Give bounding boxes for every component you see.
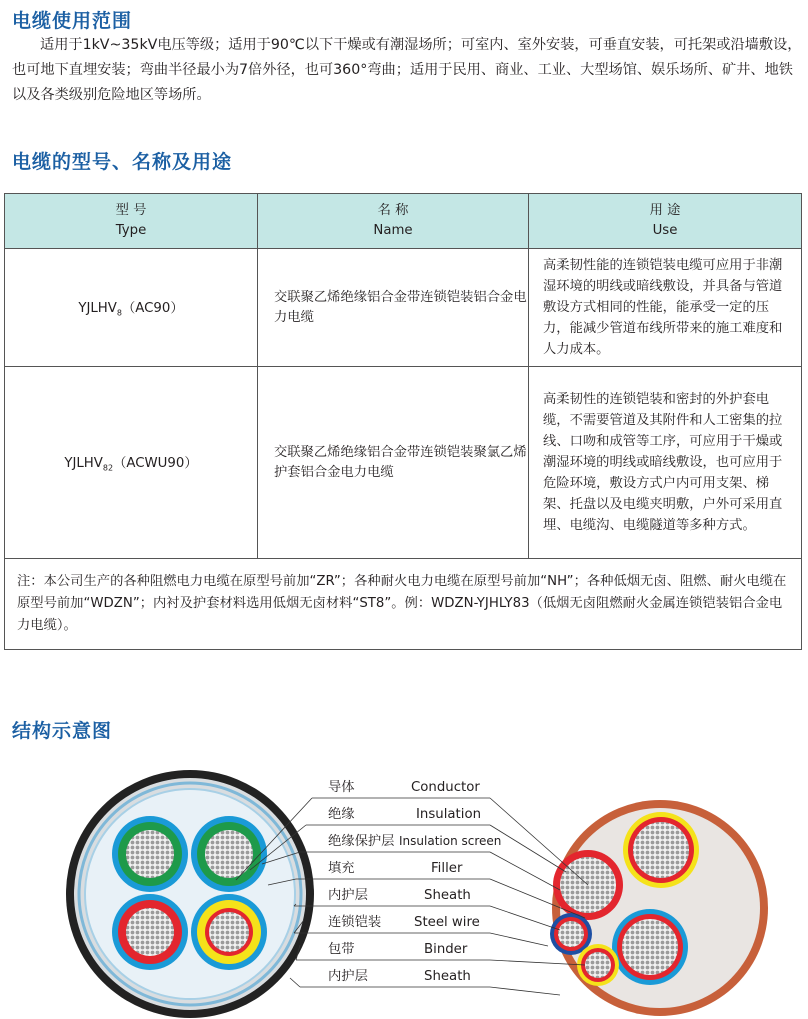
label-cn-steel-wire: 连锁铠装 — [328, 915, 382, 930]
core-blue-right — [612, 909, 688, 985]
right-cable-cross-section — [550, 800, 768, 1016]
section-title-scope: 电缆使用范围 — [12, 10, 133, 32]
header-use — [529, 194, 802, 249]
label-cn-insulation: 绝缘 — [328, 807, 355, 822]
note-row — [5, 559, 802, 650]
label-cn-outer-sheath: 内护层 — [328, 969, 368, 984]
section-title-models: 电缆的型号、名称及用途 — [12, 151, 233, 173]
table-note: 注：本公司生产的各种阻燃电力电缆在原型号前加“ZR”；各种耐火电力电缆在原型号前加“NH”；各种低烟无卤、阻燃、耐火电缆在原型号前加“WDZN”；内衬及护套材料选用低烟无卤材料“ST8”。例：WDZN-YJHLY83（低烟无卤阻燃耐火金属连锁铠装铝合金电力电缆）。 — [5, 559, 802, 650]
label-cn-filler: 填充 — [328, 861, 355, 876]
type-standard: （AC90） — [121, 301, 184, 317]
header-use-cn: 用 途 — [649, 203, 681, 218]
label-rows — [294, 778, 501, 987]
core-yellow-right — [623, 812, 699, 888]
filler — [85, 789, 295, 999]
type-subscript: 8 — [116, 308, 122, 318]
label-en-binder: Binder — [424, 942, 468, 957]
type-cell — [5, 249, 258, 367]
table-row — [5, 367, 802, 559]
core-red — [112, 894, 188, 970]
use-cell: 高柔韧性能的连锁铠装电缆可应用于非潮湿环境的明线或暗线敷设，并具备与管道敷设方式相同的性能，能承受一定的压力，能减少管道布线所带来的施工难度和人力成本。 — [529, 249, 802, 367]
table-row — [5, 249, 802, 367]
header-name — [258, 194, 529, 249]
header-name-en: Name — [373, 223, 413, 238]
type-subscript: 82 — [102, 463, 114, 473]
header-use-en: Use — [652, 223, 678, 238]
label-cn-sheath: 内护层 — [328, 888, 368, 903]
scope-paragraph: 适用于1kV~35kV电压等级；适用于90℃以下干燥或有潮湿场所；可室内、室外安装，可垂直安装，可托架或沿墙敷设，也可地下直埋安装；弯曲半径最小为7倍外径，也可360°弯曲；适用于民用、商业、工业、大型场馆、娱乐场所、矿井、地铁以及各类级别危险地区等场所。 — [12, 37, 802, 103]
header-type — [5, 194, 258, 249]
use-cell: 高柔韧性的连锁铠装和密封的外护套电缆，不需要管道及其附件和人工密集的拉线、口吻和成管等工序，可应用于干燥或潮湿环境的明线或暗线敷设，也可应用于危险环境，敷设方式户内可用支架、梯架、托盘以及电缆夹明敷，户外可采用直埋、电缆沟、电缆隧道等多种方式。 — [529, 367, 802, 559]
type-code: YJLHV — [78, 301, 117, 317]
label-en-conductor: Conductor — [411, 780, 480, 795]
label-en-insulation-screen: Insulation screen — [399, 834, 502, 848]
header-type-en: Type — [115, 223, 147, 238]
table-header-row — [5, 194, 802, 249]
label-cn-insulation-screen: 绝缘保护层 — [328, 834, 395, 849]
label-cn-binder: 包带 — [328, 942, 355, 957]
core-yellow — [191, 894, 267, 970]
left-cable-cross-section — [66, 770, 314, 1018]
name-cell: 交联聚乙烯绝缘铝合金带连锁铠装铝合金电力电缆 — [258, 249, 529, 367]
label-cn-conductor: 导体 — [328, 780, 355, 795]
label-en-filler: Filler — [431, 861, 463, 876]
name-cell: 交联聚乙烯绝缘铝合金带连锁铠装聚氯乙烯护套铝合金电力电缆 — [258, 367, 529, 559]
label-en-sheath: Sheath — [424, 888, 471, 903]
type-code: YJLHV — [64, 456, 103, 472]
core-green — [112, 816, 188, 892]
type-cell — [5, 367, 258, 559]
section-title-structure: 结构示意图 — [12, 720, 113, 742]
label-en-outer-sheath: Sheath — [424, 969, 471, 984]
label-en-insulation: Insulation — [416, 807, 482, 822]
cable-spec-table — [4, 193, 802, 650]
type-standard: （ACWU90） — [113, 456, 198, 472]
header-type-cn: 型 号 — [115, 203, 147, 218]
core-blue-green — [191, 816, 267, 892]
cable-structure-diagram — [0, 760, 808, 1019]
label-en-steel-wire: Steel wire — [414, 915, 480, 930]
header-name-cn: 名 称 — [377, 203, 409, 218]
